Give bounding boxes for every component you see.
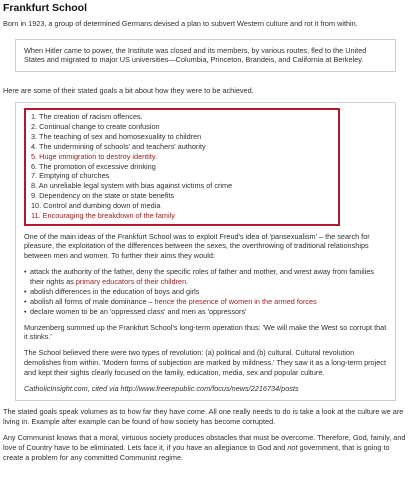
goal-item: 2. Continual change to create confusion	[31, 122, 160, 132]
goal-item: 9. Dependency on the state or state benefits	[31, 191, 175, 201]
page-title: Frankfurt School	[3, 2, 88, 14]
goal-item: 10. Control and dumbing down of media	[31, 200, 161, 210]
goals-intro: Here are some of their stated goals a bit about how they were to be achieved.	[3, 86, 254, 96]
main-idea-paragraph: One of the main ideas of the Frankfurt School was to exploit Freud's idea of 'pansexualism' – the search for pleasure, the exploitation of the differences between the sexes, the overthrowing of traditional relationships between men and women. To further their aims they would:	[24, 231, 370, 261]
goals-list	[31, 112, 334, 220]
excerpt-box	[15, 102, 396, 401]
goal-item-highlighted: 11. Encouraging the breakdown of the family	[31, 210, 175, 220]
source-site: CatholicInsight.com	[24, 384, 88, 394]
aim-item: • abolish differences in the education of boys and girls	[24, 287, 387, 297]
commentary-paragraph-2: Any Communist knows that a moral, virtuous society produces obstacles that must be overcome. Therefore, God, family, and love of Country have to be eliminated. Lets face it, if you have an allegiance to God and not government, that is going to create a problem for any committed Communist regime.	[3, 432, 406, 462]
munzenberg-paragraph: Munzenberg summed up the Frankfurt School's long-term operation thus: 'We will make the West so corrupt that it stinks.'	[24, 322, 387, 342]
emphasis: not	[287, 442, 298, 452]
revolution-paragraph: The School believed there were two types of revolution: (a) political and (b) cultural. Cultural revolution demolishes from within. 'Modern forms of subjection are marked by mildness.' They saw it as a long-term project and kept their sights clearly focused on the family, education, media, sex and popular culture.	[24, 348, 386, 378]
aim-item: • declare women to be an 'oppressed class' and men as 'oppressors'	[24, 307, 387, 317]
source-link[interactable]: http://www.freerepublic.com/focus/news/2216734/posts	[120, 384, 299, 394]
goals-highlight-frame	[24, 108, 340, 225]
highlighted-phrase[interactable]: hence the presence of women in the armed forces	[154, 296, 317, 306]
aim-item: • abolish all forms of male dominance – hence the presence of women in the armed forces	[24, 297, 387, 307]
quote-box	[15, 39, 396, 73]
goal-item: 1. The creation of racism offences.	[31, 112, 143, 122]
quote-text: When Hitler came to power, the Institute was closed and its members, by various routes, fled to the United States and migrated to major US universities—Columbia, Princeton, Brandeis, and California at Berkeley.	[24, 45, 367, 65]
commentary-paragraph: The stated goals speak volumes as to how far they have come. All one really needs to do is take a look at the culture we are living in. Example after example can be found of how society has become corrupted.	[3, 407, 404, 426]
source-citation: CatholicInsight.com, cited via http://www.freerepublic.com/focus/news/2216734/posts	[24, 384, 299, 394]
goal-item: 4. The undermining of schools' and teachers' authority	[31, 141, 206, 151]
goal-item: 8. An unreliable legal system with bias against victims of crime	[31, 181, 233, 191]
aims-list	[24, 267, 387, 316]
goal-item: 3. The teaching of sex and homosexuality to children	[31, 131, 202, 141]
highlighted-phrase[interactable]: primary educators of their children	[75, 277, 187, 287]
goal-item-highlighted: 5. Huge immigration to destroy identity.	[31, 151, 157, 161]
goal-item: 6. The promotion of excessive drinking	[31, 161, 156, 171]
goal-item: 7. Emptying of churches	[31, 171, 110, 181]
intro-paragraph: Born in 1923, a group of determined Germans devised a plan to subvert Western culture and rot it from within.	[3, 18, 358, 28]
aim-item: • attack the authority of the father, deny the specific roles of father and mother, and wrest away from families their rights as primary educators of their children.	[24, 267, 387, 287]
